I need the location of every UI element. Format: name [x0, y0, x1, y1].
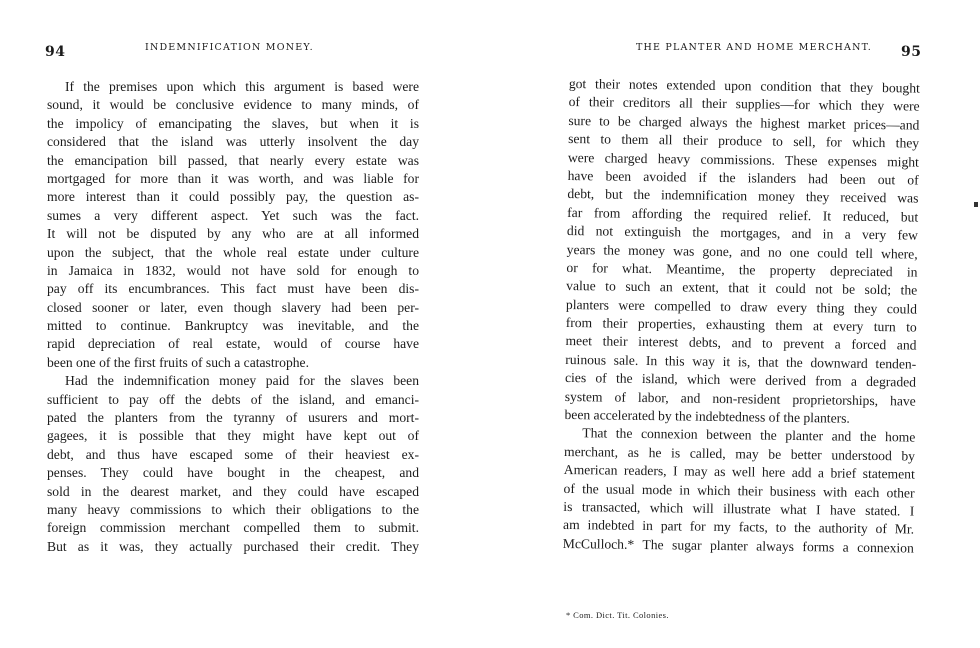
right-page-number: 95	[901, 44, 922, 60]
text-line: years the money was gone, and no one could tell where,	[566, 241, 918, 262]
right-running-head: THE PLANTER AND HOME MERCHANT.	[636, 42, 872, 53]
text-line: foreign commission merchant compelled them to submit.	[47, 520, 419, 536]
footnote: * Com. Dict. Tit. Colonies.	[566, 610, 669, 620]
text-line: gagees, it is possible that they might have kept out of	[47, 428, 419, 444]
text-line: got their notes extended upon condition that they bought	[568, 75, 920, 96]
text-line: system of labor, and non-resident proprietorships, have	[564, 388, 916, 409]
text-line: McCulloch.* The sugar planter always forms a connexion	[562, 535, 914, 556]
left-page-number: 94	[45, 44, 66, 60]
text-line: considered that the island was utterly insolvent the day	[47, 134, 419, 150]
text-line: It will not be disputed by any who are at all informed	[47, 226, 419, 242]
text-line: or for what. Meantime, the property depreciated in	[566, 259, 918, 280]
text-line: ruinous sale. In this way it is, that the downward tenden-	[565, 351, 917, 372]
right-page	[490, 0, 980, 648]
text-line: meet their interest debts, and to prevent a forced and	[565, 333, 917, 354]
text-line: sold in the dearest market, and they could have escaped	[47, 483, 419, 499]
text-line: upon the subject, that the whole real estate under culture	[47, 244, 419, 260]
margin-mark	[974, 202, 978, 207]
text-line: American readers, I may as well here add a brief statement	[563, 462, 915, 482]
text-line: in Jamaica in 1832, would not have sold for enough to	[47, 262, 419, 278]
text-line: sent to them all their produce to sell, for which they	[568, 131, 920, 151]
text-line: cies of the island, which were derived from a degraded	[564, 370, 917, 390]
text-line: did not extinguish the mortgages, and in a very few	[566, 223, 919, 243]
text-line: sound, it would be conclusive evidence to many minds, of	[47, 97, 419, 113]
text-line: from their properties, exhausting them at every turn to	[565, 315, 917, 335]
right-page-body	[563, 75, 920, 558]
text-line: am indebted in part for my facts, to the authority of Mr.	[563, 517, 915, 537]
text-line: been one of the first fruits of such a catastrophe.	[47, 354, 309, 370]
left-page-body	[47, 78, 419, 556]
text-line: debt, but the indemnification money they received was	[567, 186, 919, 206]
text-line: debt, and thus have escaped some of their heaviest ex-	[47, 446, 419, 462]
text-line: of the usual mode in which their business with each other	[563, 480, 915, 501]
left-running-head: INDEMNIFICATION MONEY.	[145, 42, 314, 53]
text-line: rapid depreciation of real estate, would of course have	[47, 336, 419, 352]
text-line: penses. They could have bought in the cheapest, and	[47, 465, 419, 481]
text-line: pated the planters from the tyranny of usurers and mort-	[47, 410, 419, 426]
text-line: merchant, as he is called, may be better understood by	[563, 443, 916, 464]
text-line: is transacted, which will illustrate what I have stated. I	[563, 498, 915, 519]
text-line: the impolicy of emancipating the slaves, but when it is	[47, 115, 419, 131]
text-line: pay off its encumbrances. This fact must have been dis-	[47, 281, 419, 297]
text-line: the emancipation bill passed, that nearly every estate was	[47, 152, 419, 168]
text-line: But as it was, they actually purchased their credit. They	[47, 538, 419, 554]
text-line: mortgaged for more than it was worth, and was liable for	[47, 170, 419, 186]
text-line: planters were compelled to draw every thing they could	[565, 296, 918, 317]
text-line: more interest than it could possibly pay, the question as-	[47, 189, 419, 205]
text-line: sumes a very different aspect. Yet such was the fact.	[47, 207, 419, 223]
text-line: mitted to continue. Bankruptcy was inevitable, and the	[47, 318, 419, 334]
text-line: far from affording the required relief. It reduced, but	[567, 204, 919, 225]
text-line: value to such an extent, that it could not be sold; the	[566, 278, 918, 298]
text-line: sure to be charged always the highest market prices—and	[568, 112, 920, 133]
text-line: many heavy commissions to which their obligations to the	[47, 501, 419, 517]
text-line: closed sooner or later, even though slavery had been per-	[47, 299, 419, 315]
text-line: were charged heavy commissions. These expenses might	[567, 149, 919, 170]
text-line: That the connexion between the planter and the home	[582, 425, 916, 445]
text-line: been accelerated by the indebtedness of the planters.	[564, 407, 850, 426]
text-line: If the premises upon which this argument is based were	[65, 79, 419, 94]
text-line: Had the indemnification money paid for the slaves been	[65, 373, 419, 389]
text-line: sufficient to pay off the debts of the island, and emanci-	[47, 391, 419, 407]
text-line: of their creditors all their supplies—for which they were	[568, 94, 920, 114]
text-line: have been avoided if the islanders had been out of	[567, 167, 919, 188]
